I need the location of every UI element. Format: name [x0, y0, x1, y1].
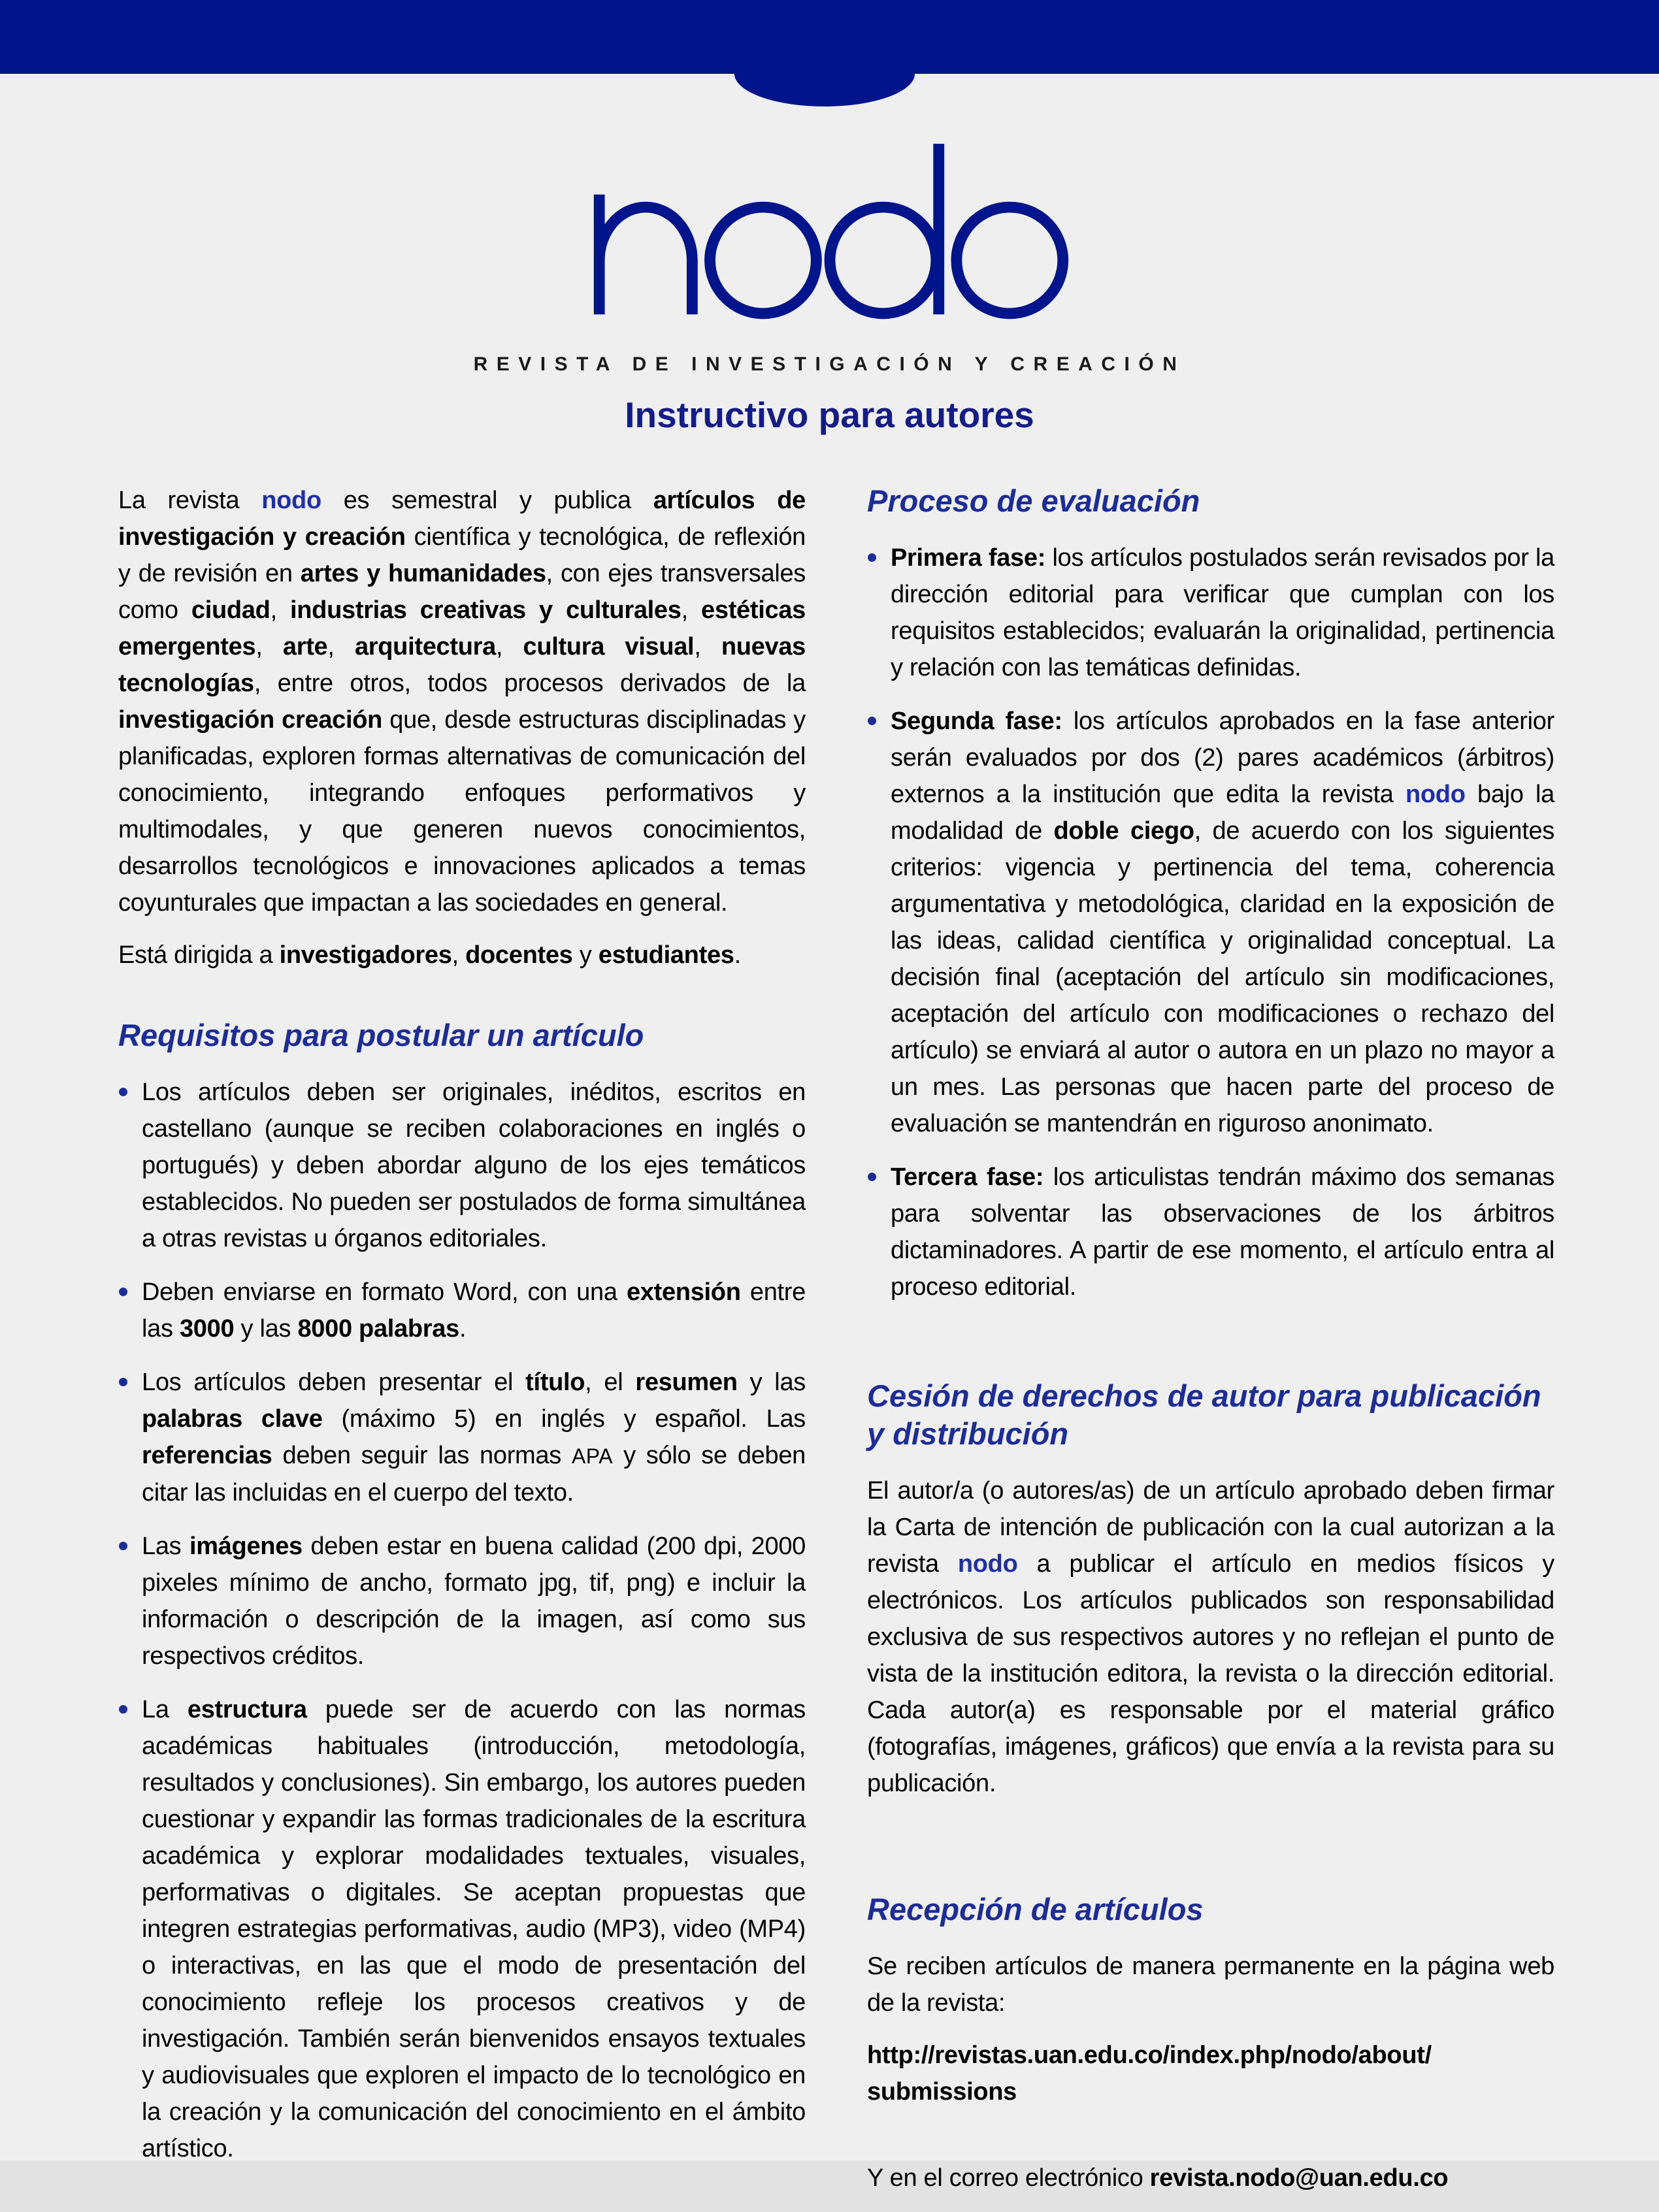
text-segment: arquitectura: [354, 633, 496, 660]
text-segment: deben seguir las normas: [272, 1442, 572, 1469]
text-segment: , de acuerdo con los siguientes criterios: vigencia y pertinencia del tema, coherencia argumentativa y metodológica, claridad en la exposición de las ideas, calidad científica y originalidad conceptual. La decisión final (aceptación del artículo sin modificaciones, aceptación del artículo con modificaciones o rechazo del artículo) se enviará al autor o autora en un plazo no mayor a un mes. Las personas que hacen parte del proceso de evaluación se mantendrán en riguroso anonimato.: [891, 817, 1555, 1137]
text-segment: APA: [571, 1444, 614, 1468]
left-column: [118, 482, 806, 2212]
intro-paragraph: [118, 482, 806, 921]
submissions-url[interactable]: [867, 2037, 1554, 2110]
text-segment: 8000 palabras: [297, 1315, 459, 1342]
text-segment: los artículos postulados serán revisados por la dirección editorial para verificar que cumplan con los requisitos establecidos; evaluarán la originalidad, pertinencia y relación con las temáticas definidas.: [891, 544, 1555, 681]
bullet-item: [867, 540, 1554, 686]
text-segment: y: [572, 941, 599, 969]
url-line-2[interactable]: submissions: [867, 2078, 1017, 2106]
text-segment: puede ser de acuerdo con las normas académicas habituales (introducción, metodología, resultados y conclusiones). Sin embargo, los autores pueden cuestionar y expandir las formas tradicionales de la escritura académica y explorar modalidades textuales, visuales, performativas o digitales. Se aceptan propuestas que integren estrategias performativas, audio (MP3), video (MP4) o interactivas, en las que el modo de presentación del conocimiento refleje los procesos creativos y de investigación. También serán bienvenidos ensayos textuales y audiovisuales que exploren el impacto de lo tecnológico en la creación y la comunicación del conocimiento en el ámbito artístico.: [142, 1696, 806, 2162]
page-title: Instructivo para autores: [625, 395, 1034, 435]
logo-letter-o2: [956, 207, 1062, 314]
text-segment: palabras clave: [142, 1405, 323, 1433]
text-segment: título: [525, 1369, 585, 1396]
text-segment: La: [142, 1696, 188, 1723]
section-heading-cesion: Cesión de derechos de autor para publicación y distribución: [867, 1378, 1541, 1451]
text-segment: estéticas emergentes: [118, 596, 806, 660]
text-segment: artes y humanidades: [300, 560, 546, 587]
text-segment: , entre otros, todos procesos derivados de la: [254, 670, 806, 697]
text-segment: a publicar el artículo en medios físicos y electrónicos. Los artículos publicados son responsabilidad exclusiva de sus respectivos autores y no reflejan el punto de vista de la institución editora, la revista o la dirección editorial. Cada autor(a) es responsable por el material gráfico (fotografías, imágenes, gráficos) que envía a la revista para su publicación.: [867, 1550, 1554, 1797]
text-segment: estructura: [187, 1696, 307, 1723]
bullet-item: [867, 703, 1554, 1142]
text-segment: Se reciben artículos de manera permanente en la página web de la revista:: [867, 1953, 1554, 2017]
text-segment: y las: [737, 1369, 806, 1396]
text-segment: , con ejes transversales como: [118, 560, 806, 624]
text-segment: docentes: [465, 941, 573, 969]
text-segment: Las: [142, 1533, 189, 1560]
text-segment: entre las: [142, 1278, 806, 1342]
header-notch: [734, 41, 915, 106]
text-segment: industrias creativas y culturales: [290, 596, 682, 624]
journal-tagline: REVISTA DE INVESTIGACIÓN Y CREACIÓN: [473, 353, 1186, 375]
recepcion-paragraph: [867, 1948, 1554, 2021]
text-segment: ,: [681, 596, 702, 624]
bullet-item: [118, 1274, 806, 1347]
text-segment: Los artículos deben ser originales, inéditos, escritos en castellano (aunque se reciben colaboraciones en inglés o portugués) y deben abordar alguno de los ejes temáticos establecidos. No pueden ser postulados de forma simultánea a otras revistas u órganos editoriales.: [142, 1079, 806, 1252]
section-heading-requisitos: Requisitos para postular un artículo: [118, 1018, 644, 1052]
text-segment: Deben enviarse en formato Word, con una: [142, 1278, 627, 1306]
cesion-paragraph: [867, 1472, 1554, 1802]
text-segment: imágenes: [189, 1533, 303, 1560]
text-segment: cultura visual: [523, 633, 695, 660]
inline-nodo-wordmark: nodo: [957, 1550, 1018, 1578]
text-segment: doble ciego: [1053, 817, 1194, 845]
bullet-item: [118, 1364, 806, 1511]
bullet-item: [118, 1074, 806, 1257]
audience-paragraph: [118, 937, 806, 973]
requisitos-list: [118, 1074, 806, 2167]
text-segment: referencias: [142, 1442, 272, 1469]
text-segment: que, desde estructuras disciplinadas y planificadas, exploren formas alternativas de comunicación del conocimiento, integrando enfoques performativos y multimodales, y que generen nuevos conocimientos, desarrollos tecnológicos e innovaciones aplicados a temas coyunturales que impactan a las sociedades en general.: [118, 706, 806, 917]
text-segment: y las: [234, 1315, 298, 1342]
text-segment: (máximo 5) en inglés y español. Las: [322, 1405, 806, 1433]
text-segment: arte: [282, 633, 328, 660]
url-line-1[interactable]: http://revistas.uan.edu.co/index.php/nodo/about/: [867, 2041, 1432, 2069]
text-segment: Segunda fase:: [891, 708, 1062, 735]
text-segment: los artículos aprobados en la fase anterior serán evaluados por dos (2) pares académicos (árbitros) externos a la institución que edita la revista: [891, 708, 1554, 808]
logo-letter-n: [599, 195, 692, 315]
bullet-item: [118, 1528, 806, 1674]
text-segment: bajo la modalidad de: [891, 781, 1554, 845]
text-segment: La revista: [118, 487, 262, 514]
bullet-item: [118, 1691, 806, 2167]
text-segment: artículos de investigación y creación: [118, 487, 806, 551]
text-segment: 3000: [179, 1315, 235, 1342]
text-segment: Y en el correo electrónico: [867, 2164, 1150, 2192]
bullet-item: [867, 1159, 1554, 1305]
email-paragraph[interactable]: [867, 2160, 1554, 2196]
content-columns: [118, 482, 1554, 2212]
text-segment: deben estar en buena calidad (200 dpi, 2000 pixeles mínimo de ancho, formato jpg, tif, png) e incluir la información o descripción de la imagen, así como sus respectivos créditos.: [142, 1533, 806, 1670]
logo-letter-d-bowl: [830, 207, 936, 314]
text-segment: .: [734, 941, 741, 969]
text-segment: Primera fase:: [891, 544, 1046, 572]
text-segment: Está dirigida a: [118, 941, 280, 969]
right-column: [867, 482, 1554, 2212]
text-segment: .: [459, 1315, 467, 1342]
text-segment: extensión: [626, 1278, 741, 1306]
text-segment: , el: [585, 1369, 636, 1396]
inline-nodo-wordmark: nodo: [261, 487, 321, 514]
text-segment: ,: [495, 633, 523, 660]
text-segment: ,: [270, 596, 291, 624]
text-segment: ,: [255, 633, 283, 660]
text-segment: El autor/a (o autores/as) de un artículo aprobado deben firmar la Carta de intención de publicación con la cual autorizan a la revista: [867, 1477, 1554, 1578]
text-segment: ,: [452, 941, 466, 969]
nodo-logo-wordmark: [585, 140, 1074, 319]
text-segment: Los artículos deben presentar el: [142, 1369, 526, 1396]
text-segment: nuevas tecnologías: [118, 633, 806, 697]
masthead: [0, 140, 1659, 434]
text-segment: revista.nodo@uan.edu.co: [1149, 2164, 1449, 2192]
text-segment: es semestral y publica: [321, 487, 653, 514]
proceso-list: [867, 540, 1554, 1305]
section-heading-proceso: Proceso de evaluación: [867, 483, 1200, 518]
text-segment: investigación creación: [118, 706, 383, 734]
text-segment: los articulistas tendrán máximo dos semanas para solventar las observaciones de los árbitros dictaminadores. A partir de ese momento, el artículo entra al proceso editorial.: [891, 1163, 1555, 1301]
text-segment: resumen: [635, 1369, 738, 1396]
section-heading-recepcion: Recepción de artículos: [867, 1892, 1204, 1927]
inline-nodo-wordmark: nodo: [1405, 781, 1466, 808]
text-segment: investigadores: [279, 941, 452, 969]
nodo-logo: [585, 140, 1074, 319]
text-segment: estudiantes: [598, 941, 734, 969]
text-segment: ,: [327, 633, 355, 660]
text-segment: Tercera fase:: [891, 1163, 1044, 1191]
logo-letter-o1: [710, 207, 816, 314]
text-segment: ,: [694, 633, 721, 660]
text-segment: y sólo se deben citar las incluidas en el cuerpo del texto.: [142, 1442, 806, 1506]
text-segment: científica y tecnológica, de reflexión y de revisión en: [118, 523, 806, 587]
text-segment: ciudad: [191, 596, 271, 624]
